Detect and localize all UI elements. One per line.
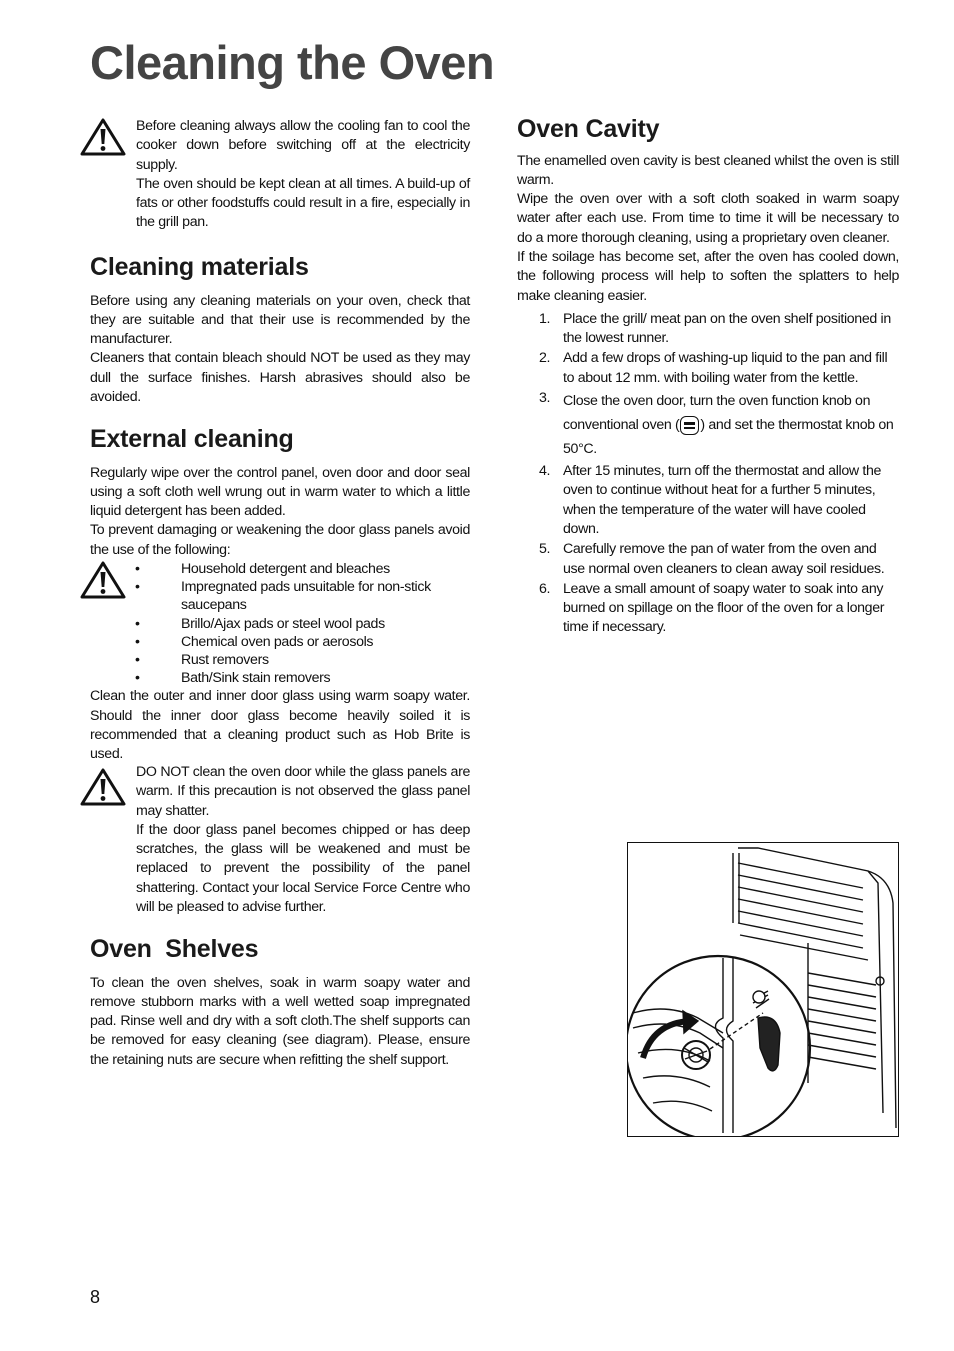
oven-cavity-section <box>517 116 899 639</box>
list-item: • Household detergent and bleaches <box>135 560 390 577</box>
door-warning-paragraph-2: If the door glass panel becomes chipped or has deep scratches, the glass will be weakened and must be replaced to prevent the possibility of the panel shattering. Contact your local Service Force Centre who will be pleased to advise further. <box>136 821 470 916</box>
external-cleaning-paragraph-1: Regularly wipe over the control panel, oven door and door seal using a soft cloth well wrung out in warm water to which a little liquid detergent has been added. <box>90 464 470 520</box>
external-cleaning-paragraph-3: Clean the outer and inner door glass using warm soapy water. Should the inner door glass become heavily soiled it is recommended that a cleaning product such as Hob Brite is used. <box>90 688 470 763</box>
oven-shelves-paragraph: To clean the oven shelves, soak in warm soapy water and remove stubborn marks with a well wetted soap impregnated pad. Rinse well and dry with a soft cloth.The shelf supports can be removed for easy cleaning (see diagram). Please, ensure the retaining nuts are secure when refitting the shelf support. <box>90 974 470 1068</box>
step-item: 3. Close the oven door, turn the oven function knob on conventional oven ( ) and set the thermostat knob on 50°C. <box>539 390 894 458</box>
list-item: • Bath/Sink stain removers <box>135 670 331 687</box>
conventional-oven-icon <box>680 416 699 435</box>
step-item: 1. Place the grill/ meat pan on the oven shelf positioned in the lowest runner. <box>539 310 891 347</box>
page-title: Cleaning the Oven <box>90 36 495 89</box>
list-item: • Rust removers <box>135 652 269 668</box>
avoid-list <box>90 560 470 687</box>
shelf-support-removal-diagram <box>627 842 899 1137</box>
list-item: • Brillo/Ajax pads or steel wool pads <box>135 615 385 632</box>
door-warning-paragraph-1: DO NOT clean the oven door while the glass panels are warm. If this precaution is not observed the glass panel may shatter. <box>136 764 470 819</box>
warning-triangle-icon <box>80 560 126 600</box>
step-item: 2. Add a few drops of washing-up liquid to the pan and fill to about 12 mm. with boiling water from the kettle. <box>539 350 888 386</box>
warning-triangle-icon <box>80 117 126 157</box>
cleaning-steps <box>517 310 899 638</box>
oven-shelves-section <box>90 936 470 1070</box>
external-cleaning-heading: External cleaning <box>90 425 294 453</box>
oven-cavity-paragraph-2: Wipe the oven over with a soft cloth soaked in warm soapy water after each use. From time to time it will be necessary to do a more thorough cleaning, using a proprietary oven cleaner. <box>517 191 899 246</box>
external-cleaning-section <box>90 426 470 765</box>
external-cleaning-paragraph-2: To prevent damaging or weakening the door glass panels avoid the use of the following: <box>90 522 470 558</box>
step-item: 6. Leave a small amount of soapy water to soak into any burned on spillage on the floor of the oven for a longer time if necessary. <box>539 580 885 636</box>
door-glass-warning <box>136 763 470 917</box>
step-item: 5. Carefully remove the pan of water from the oven and use normal oven cleaners to clean away soil residues. <box>539 541 885 577</box>
oven-cavity-heading: Oven Cavity <box>517 115 660 143</box>
list-item: • Impregnated pads unsuitable for non-stick saucepans <box>135 579 431 614</box>
cleaning-materials-paragraph-1: Before using any cleaning materials on your oven, check that they are suitable and that their use is recommended by the manufacturer. <box>90 292 470 348</box>
step-item: 4. After 15 minutes, turn off the thermostat and allow the oven to continue without heat for a further 5 minutes, when the temperature of the water will have cooled down. <box>539 463 882 537</box>
list-item: • Chemical oven pads or aerosols <box>135 633 374 650</box>
cleaning-materials-paragraph-2: Cleaners that contain bleach should NOT be used as they may dull the surface finishes. Harsh abrasives should also be avoided. <box>90 350 470 405</box>
cleaning-materials-heading: Cleaning materials <box>90 253 309 281</box>
cleaning-materials-section <box>90 254 470 407</box>
intro-paragraph-1: Before cleaning always allow the cooling fan to cool the cooker down before switching off at the electricity supply. <box>136 118 470 173</box>
warning-triangle-icon <box>80 767 126 807</box>
shelf-support-illustration <box>628 843 898 1136</box>
oven-shelves-heading: Oven Shelves <box>90 935 259 963</box>
intro-paragraph-2: The oven should be kept clean at all times. A build-up of fats or other foodstuffs could result in a fire, especially in the grill pan. <box>136 175 470 231</box>
page-number: 8 <box>90 1287 101 1307</box>
intro-warning-text <box>136 117 470 233</box>
oven-cavity-paragraph-1: The enamelled oven cavity is best cleaned whilst the oven is still warm. <box>517 152 899 188</box>
oven-cavity-paragraph-3: If the soilage has become set, after the oven has cooled down, the following process will help to soften the splatters to help make cleaning easier. <box>517 248 899 304</box>
